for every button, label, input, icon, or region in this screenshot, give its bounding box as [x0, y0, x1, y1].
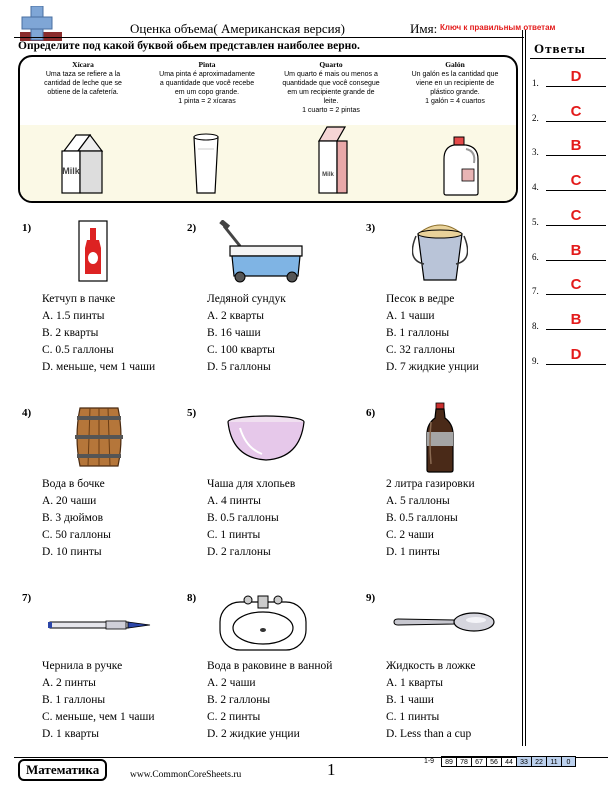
option-d: D. 1 кварты [42, 728, 100, 740]
question-title: Песок в ведре [386, 293, 455, 305]
ketchup-packet-icon [78, 220, 108, 282]
answer-blank[interactable] [546, 364, 606, 365]
barrel-icon [72, 404, 126, 470]
reference-text: cantidad de leche que se [44, 79, 122, 87]
question-number: 1) [22, 222, 32, 234]
reference-text: leite. [323, 98, 339, 106]
answer-number: 9. [532, 355, 539, 366]
question-number: 9) [366, 592, 376, 604]
answers-title: Ответы [534, 41, 586, 56]
reference-text: Um quarto é mais ou menos a [284, 70, 378, 78]
answer-blank[interactable] [546, 190, 606, 191]
option-c: C. 1 пинты [207, 529, 261, 541]
reference-text: a quantidade que você recebe [159, 79, 255, 87]
reference-text: obtiene de la cafetería. [47, 88, 119, 96]
name-label: Имя: [410, 21, 438, 36]
answer-number: 8. [532, 320, 539, 331]
answer-value: B [570, 241, 582, 259]
answer-number: 1. [532, 78, 539, 88]
answer-row [532, 242, 606, 262]
option-b: B. 3 дюймов [42, 512, 104, 524]
reference-text: 1 cuarto = 2 pintas [302, 107, 360, 115]
score-cell: 33 [516, 756, 531, 767]
cooler-icon [216, 220, 308, 284]
answer-value: C [570, 276, 582, 294]
answer-value: B [570, 310, 582, 328]
sand-bucket-icon [412, 220, 468, 284]
option-b: B. 2 галлоны [207, 694, 271, 706]
option-d: D. Less than a cup [386, 728, 472, 740]
option-a: A. 5 галлоны [386, 495, 450, 507]
answer-blank[interactable] [546, 86, 606, 87]
option-d: D. 7 жидкие унции [386, 361, 479, 373]
option-a: A. 2 кварты [207, 310, 265, 322]
score-table [417, 756, 576, 767]
site-url: www.CommonCoreSheets.ru [130, 770, 242, 780]
answer-row [532, 207, 606, 227]
reference-text: quantidade que você consegue [282, 79, 380, 87]
question-number: 8) [187, 592, 197, 604]
answer-row [532, 103, 606, 123]
answer-blank[interactable] [546, 294, 606, 295]
answer-value: B [570, 137, 582, 155]
question-title: Вода в бочке [42, 478, 105, 490]
option-a: A. 1.5 пинты [42, 310, 105, 322]
reference-text: viene en un recipiente de [415, 79, 495, 87]
question-title: Ледяной сундук [207, 293, 286, 305]
option-a: A. 1 кварты [386, 677, 444, 689]
option-b: B. 16 чаши [207, 327, 261, 339]
cereal-bowl-icon [226, 414, 306, 464]
reference-text: Uma pinta é aproximadamente [159, 70, 255, 78]
option-a: A. 4 пинты [207, 495, 261, 507]
answer-value: C [570, 102, 582, 120]
score-range-label: 1-9 [423, 758, 435, 765]
pen-icon [46, 618, 154, 632]
answer-row [532, 346, 606, 366]
answer-number: 4. [532, 182, 539, 193]
score-cell: 89 [441, 756, 456, 767]
score-cell: 22 [531, 756, 546, 767]
answer-number: 2. [532, 112, 539, 123]
option-b: B. 1 чаши [386, 694, 434, 706]
option-d: D. 10 пинты [42, 546, 102, 558]
reference-text: plástico grande. [430, 88, 480, 96]
reference-text: em um recipiente grande de [287, 88, 375, 96]
reference-box [18, 55, 518, 203]
option-d: D. меньше, чем 1 чаши [42, 361, 156, 373]
glass-icon [192, 129, 220, 195]
milk-label: Milk [62, 166, 80, 176]
reference-text: em um copo grande. [174, 88, 240, 96]
milk-carton-small-icon [58, 129, 106, 195]
option-a: A. 2 чаши [207, 677, 256, 689]
instructions: Определите под какой буквой обьем представлен наиболее верно. [18, 40, 360, 52]
option-c: C. 32 галлоны [386, 344, 455, 356]
reference-heading: Pinta [198, 60, 216, 69]
header-divider [14, 37, 524, 38]
option-c: C. 1 пинты [386, 711, 440, 723]
option-d: D. 5 галлоны [207, 361, 271, 373]
reference-text: Uma taza se refiere a la [45, 70, 121, 78]
reference-text: 1 pinta = 2 xícaras [178, 98, 236, 106]
option-d: D. 1 пинты [386, 546, 440, 558]
answers-divider [522, 30, 526, 746]
option-c: C. 2 чаши [386, 529, 434, 541]
option-b: B. 0.5 галлоны [207, 512, 279, 524]
page-number: 1 [327, 760, 336, 779]
answer-number: 6. [532, 251, 539, 262]
reference-gallon [394, 60, 516, 106]
option-a: A. 2 пинты [42, 677, 96, 689]
answer-row [532, 137, 606, 157]
answer-blank[interactable] [546, 329, 606, 330]
reference-heading: Galón [445, 60, 465, 69]
answer-blank[interactable] [546, 225, 606, 226]
answer-row [532, 172, 606, 192]
milk-jug-icon [438, 135, 482, 197]
question-title: Чаша для хлопьев [207, 478, 296, 490]
question-title: Кетчуп в пачке [42, 293, 116, 305]
score-cell: 44 [501, 756, 516, 767]
answer-number: 5. [532, 216, 539, 227]
reference-heading: Quarto [319, 60, 343, 69]
soda-bottle-icon [425, 402, 455, 474]
reference-quart [270, 60, 392, 115]
score-cell: 67 [471, 756, 486, 767]
answer-blank[interactable] [546, 121, 606, 122]
reference-text: 1 galón = 4 cuartos [425, 98, 485, 106]
answer-row [532, 311, 606, 331]
option-d: D. 2 жидкие унции [207, 728, 300, 740]
score-cell: 11 [546, 756, 561, 767]
option-c: C. 50 галлоны [42, 529, 111, 541]
question-title: Жидкость в ложке [386, 660, 476, 672]
score-cell: 78 [456, 756, 471, 767]
reference-heading: Xícara [72, 60, 94, 69]
score-cell: 0 [561, 756, 576, 767]
question-number: 5) [187, 407, 197, 419]
option-c: C. 100 кварты [207, 344, 275, 356]
option-c: C. 0.5 галлоны [42, 344, 114, 356]
option-b: B. 2 кварты [42, 327, 99, 339]
worksheet-title: Оценка объема( Американская версия) [130, 21, 345, 36]
spoon-icon [392, 610, 496, 634]
answer-blank[interactable] [546, 155, 606, 156]
reference-cup [22, 60, 144, 97]
reference-text: Un galón es la cantidad que [411, 70, 499, 78]
question-title: Вода в раковине в ванной [207, 660, 333, 672]
option-a: A. 20 чаши [42, 495, 97, 507]
option-d: D. 2 галлоны [207, 546, 271, 558]
question-title: 2 литра газировки [386, 478, 475, 490]
option-a: A. 1 чаши [386, 310, 435, 322]
milk-carton-tall-icon [315, 123, 349, 195]
answer-row [532, 68, 606, 88]
answers-title-underline [530, 58, 606, 59]
option-b: B. 1 галлоны [386, 327, 450, 339]
question-number: 2) [187, 222, 197, 234]
option-c: C. меньше, чем 1 чаши [42, 711, 155, 723]
option-c: C. 2 пинты [207, 711, 261, 723]
answer-blank[interactable] [546, 260, 606, 261]
sink-icon [218, 592, 308, 652]
option-b: B. 0.5 галлоны [386, 512, 458, 524]
score-cell: 56 [486, 756, 501, 767]
question-number: 6) [366, 407, 376, 419]
answer-number: 3. [532, 147, 539, 158]
option-b: B. 1 галлоны [42, 694, 106, 706]
answer-value: D [570, 345, 582, 363]
answer-value: D [570, 68, 582, 85]
answer-key-label: Ключ к правильным ответам [440, 23, 556, 32]
answer-value: C [570, 206, 582, 224]
reference-pint [146, 60, 268, 106]
question-number: 3) [366, 222, 376, 234]
subject-badge: Математика [18, 759, 107, 781]
answer-row [532, 276, 606, 296]
answer-number: 7. [532, 286, 539, 297]
question-number: 7) [22, 592, 32, 604]
milk-label: Milk [322, 172, 334, 178]
question-title: Чернила в ручке [42, 660, 123, 672]
question-number: 4) [22, 407, 32, 419]
answer-value: C [570, 172, 582, 190]
